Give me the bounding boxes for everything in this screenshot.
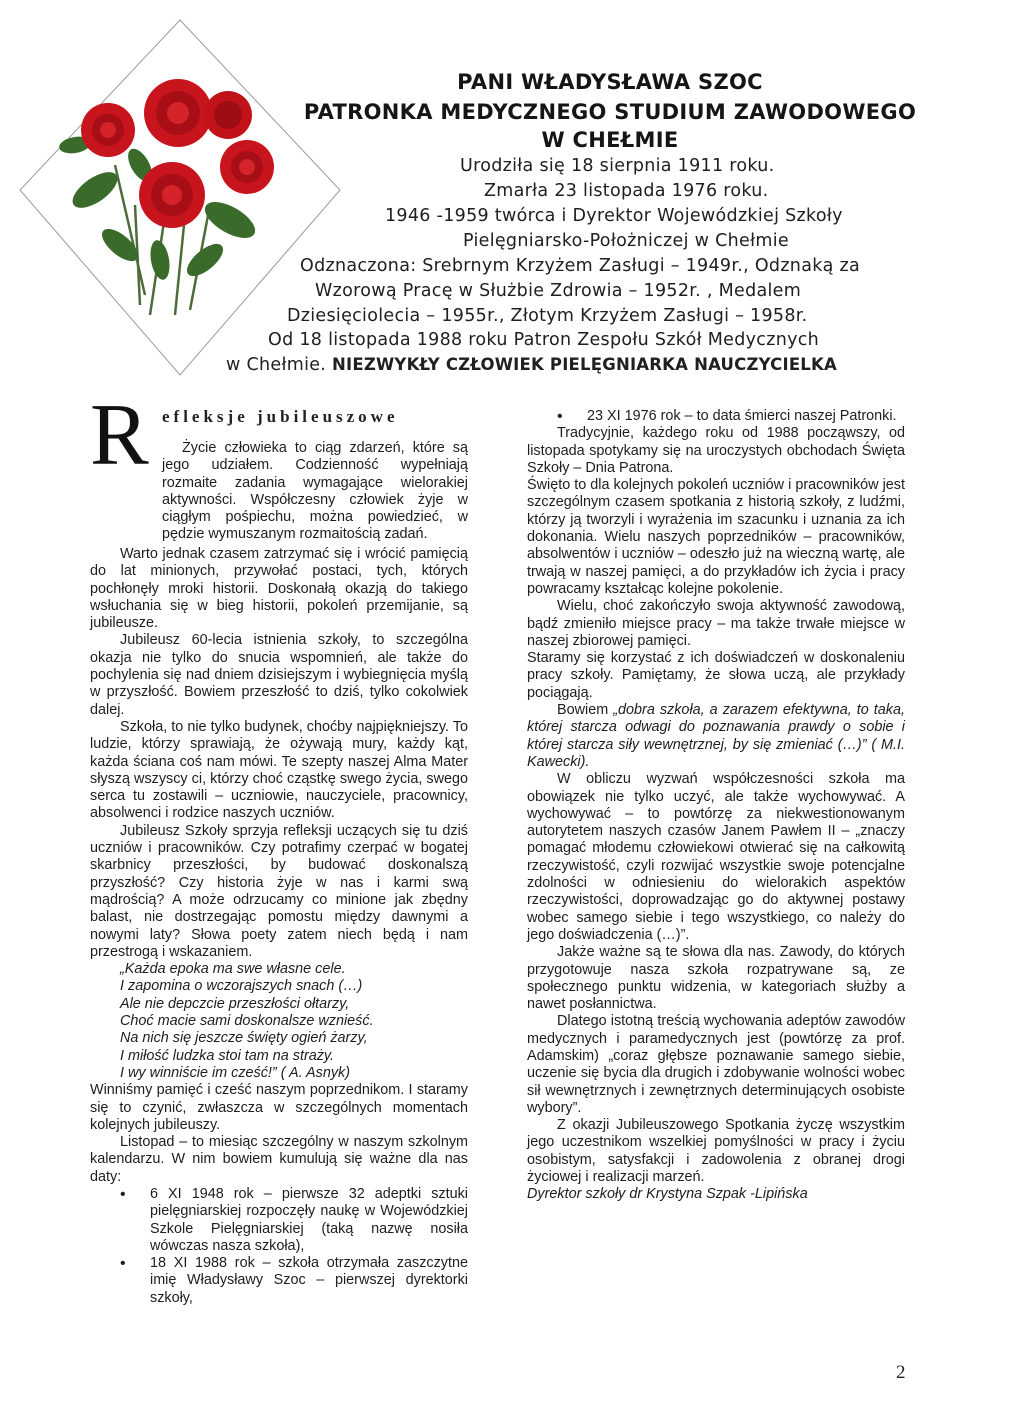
paragraph: Listopad – to miesiąc szczególny w naszym szkolnym kalendarzu. W nim bowiem kumulują się ważne dla nas daty: <box>90 1134 468 1185</box>
list-item: • 18 XI 1988 rok – szkoła otrzymała zaszczytne imię Władysławy Szoc – pierwszej dyrektorki szkoły, <box>90 1255 468 1307</box>
intro-paragraph: Życie człowieka to ciąg zdarzeń, które są jego udziałem. Codzienność wypełniają rozmaite zadania wymagające wielorakiej aktywności. Współczesny człowiek żyje w ciągłym pośpiechu, można powiedzieć, w pędzie wymuszanym rozmaitością zadań. <box>162 440 468 543</box>
page-title-line-1: PANI WŁADYSŁAWA SZOC <box>457 70 763 94</box>
paragraph: Jubileusz 60-lecia istnienia szkoły, to szczególna okazja nie tylko do snucia wspomnień, ale także do pochylenia się nad dniem dzisiejszym i wybiegnięcia myślą w przyszłość. Bowiem przeszłość to dziś, tylko cokolwiek dalej. <box>90 632 468 718</box>
list-item: • 23 XI 1976 rok – to data śmierci naszej Patronki. <box>527 408 905 425</box>
paragraph: Szkoła, to nie tylko budynek, choćby najpiękniejszy. To ludzie, którzy sprawiają, że ożywają mury, każdy kąt, każda ściana coś nam mówi. Te szepty naszej Alma Mater słyszą wszyscy ci, którzy choć cząstkę swego życia, swego serca tu zostawili – uczniowie, nauczyciele, pracownicy, absolwenci i rodzice naszych uczniów. <box>90 718 468 822</box>
header-awards-2: Wzorową Pracę w Służbie Zdrowia – 1952r. , Medalem <box>315 281 802 301</box>
paragraph: Z okazji Jubileuszowego Spotkania życzę wszystkim jego uczestnikom wszelkiej pomyślności w pracy i życiu osobistym, satysfakcji i zadowolenia z obranej drogi życiowej i realizacji marzeń. <box>527 1117 905 1186</box>
paragraph: Winniśmy pamięć i cześć naszym poprzednikom. I staramy się to czynić, zwłaszcza w szczególnych momentach kolejnych jubileuszy. <box>90 1082 468 1133</box>
page-number: 2 <box>896 1362 906 1383</box>
dates-list <box>90 1186 468 1307</box>
drop-cap: R <box>90 387 149 484</box>
dates-list-continued <box>527 408 905 425</box>
header-school-name: Pielęgniarsko-Położniczej w Chełmie <box>463 231 789 251</box>
header-director-years: 1946 -1959 twórca i Dyrektor Wojewódzkiej Szkoły <box>385 206 843 226</box>
quote-paragraph <box>527 702 905 771</box>
header-death: Zmarła 23 listopada 1976 roku. <box>484 181 769 201</box>
header-awards-1: Odznaczona: Srebrnym Krzyżem Zasługi – 1949r., Odznaką za <box>300 256 861 276</box>
paragraph: Jakże ważne są te słowa dla nas. Zawody, do których przygotowuje nasza szkoła rozpatrywane są, ze społecznego punktu widzenia, w kategoriach służby a nawet posłannictwa. <box>527 944 905 1013</box>
page-title-line-2: PATRONKA MEDYCZNEGO STUDIUM ZAWODOWEGO <box>303 100 917 124</box>
poem-line: Ale nie depczcie przeszłości ołtarzy, <box>120 995 350 1012</box>
page-title-line-3: W CHEŁMIE <box>541 128 679 152</box>
poem-line: Na nich się jeszcze święty ogień żarzy, <box>120 1030 368 1047</box>
header-awards-3: Dziesięciolecia – 1955r., Złotym Krzyżem Zasługi – 1958r. <box>287 306 808 326</box>
paragraph: Tradycyjnie, każdego roku od 1988 począwszy, od listopada spotykamy się na uroczystych obchodach Święta Szkoły – Dnia Patrona. <box>527 425 905 476</box>
header-closing-line <box>226 355 837 375</box>
header-motto: NIEZWYKŁY CZŁOWIEK PIELĘGNIARKA NAUCZYCIELKA <box>332 355 837 374</box>
section-header <box>90 387 468 543</box>
poem-line: Choć macie sami doskonalsze wznieść. <box>120 1013 374 1030</box>
paragraph: Dlatego istotną treścią wychowania adeptów zawodów medycznych i paramedycznych jest (powtórzę za prof. Adamskim) „coraz głębsze poznawanie samego siebie, uczenie się bycia dla drugich i zdobywanie wolności wobec sił wewnętrznych i zewnętrznych determinujących osobiste wybory”. <box>527 1013 905 1116</box>
article-column-right <box>527 408 905 1204</box>
paragraph: Wielu, choć zakończyło swoja aktywność zawodową, bądź zmieniło miejsce pracy – ma także trwałe miejsce w naszej zbiorowej pamięci. <box>527 598 905 649</box>
header-town: w Chełmie. <box>226 355 333 375</box>
signature: Dyrektor szkoły dr Krystyna Szpak -Lipińska <box>527 1186 808 1203</box>
paragraph: Święto to dla kolejnych pokoleń uczniów i pracowników jest szczególnym czasem spotkania z historią szkoły, z ludźmi, którzy ją tworzyli i wyrażenia im szacunku i uznania za ich dokonania. Wielu naszych poprzedników – pracowników, absolwentów i uczniów – odeszło już na wieczną wartę, ale trwają w naszej pamięci, a do przykładów ich życia i pracy powracamy kształcąc kolejne pokolenie. <box>527 477 905 597</box>
poem-line: I zapomina o wczorajszych snach (…) <box>120 978 363 995</box>
paragraph: Staramy się korzystać z ich doświadczeń w doskonaleniu pracy szkoły. Pamiętamy, że słowa uczą, ale przykłady pociągają. <box>527 650 905 701</box>
section-heading: efleksje jubileuszowe <box>162 407 399 426</box>
paragraph: Jubileusz Szkoły sprzyja refleksji uczących się tu dziś uczniów i pracowników. Czy potrafimy czerpać w bogatej skarbnicy przeszłości, by budować doskonalszą przyszłość? Czy historia żyje w nas i karmi swą mądrością? A może odrzucamy co minione jak zbędny balast, nie dostrzegając pomostu między dawnymi a nowymi laty? Słowa poety zatem niech będą i nam przestrogą i wskazaniem. <box>90 822 468 960</box>
article-column-left <box>90 387 468 1307</box>
paragraph: W obliczu wyzwań współczesności szkoła ma obowiązek nie tylko uczyć, ale także wychowywać. A wychowywać – to powtórzę za niekwestionowanym autorytetem naszych czasów Janem Pawłem II – „znaczy pomagać młodemu człowiekowi otwierać się na całkowitą rzeczywistość, czyli rozwijać wszystkie swoje potencjalne zdolności w odniesieniu do wielorakich aspektów rzeczywistości, doprowadzając go do aktywnej postawy wobec samego siebie i tego wszystkiego, co należy do jego doświadczenia (…)”. <box>527 771 905 943</box>
poem-line: I wy winniście im cześć!” ( A. Asnyk) <box>120 1064 351 1081</box>
list-item: • 6 XI 1948 rok – pierwsze 32 adeptki sztuki pielęgniarskiej rozpoczęły naukę w Wojewódzkiej Szkole Pielęgniarskiej (taką nazwę nosiła wówczas nasza szkoła), <box>90 1186 468 1255</box>
quote-text: „dobra szkoła, a zarazem efektywna, to taka, której starcza odwagi do poznawania prawdy o sobie i której starcza siły wewnętrznej, by się zmieniać (…)” ( M.I. Kawecki). <box>527 702 905 770</box>
intro-paragraph-wrap <box>90 440 468 544</box>
paragraph: Warto jednak czasem zatrzymać się i wrócić pamięcią do lat minionych, przywołać postaci, tych, których pochłonęły mroki historii. Doskonałą okazją do takiego wsłuchania się w bieg historii, pokoleń przemijanie, są jubileusze. <box>90 546 468 632</box>
poem-line: I miłość ludzka stoi tam na straży. <box>120 1047 335 1064</box>
quote-intro: Bowiem <box>557 702 614 719</box>
header-birth: Urodziła się 18 sierpnia 1911 roku. <box>460 156 775 176</box>
poem-line: „Każda epoka ma swe własne cele. <box>120 961 346 978</box>
header-patron: Od 18 listopada 1988 roku Patron Zespołu Szkół Medycznych <box>268 330 820 350</box>
